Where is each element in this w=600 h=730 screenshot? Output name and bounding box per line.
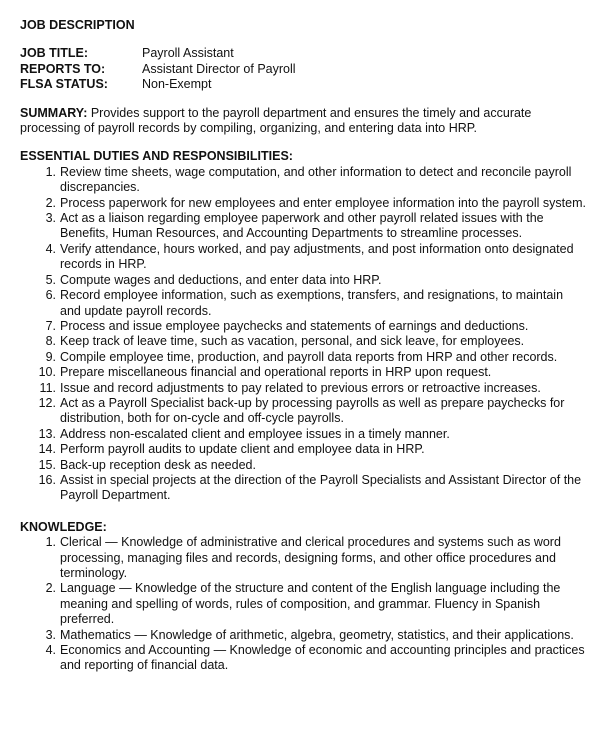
item-number: 7. <box>45 318 56 333</box>
item-text: Process paperwork for new employees and enter employee information into the payroll system. <box>60 195 586 210</box>
item-text: Address non-escalated client and employee issues in a timely manner. <box>60 426 450 441</box>
list-item <box>20 165 586 196</box>
list-item <box>20 242 586 273</box>
item-text: Language — Knowledge of the structure and content of the English language including the meaning and spelling of words, rules of composition, and grammar. Fluency in Spanish preferred. <box>60 581 561 627</box>
item-number: 14. <box>38 442 56 457</box>
item-number: 11. <box>39 380 56 395</box>
item-text: Issue and record adjustments to pay related to previous errors or retroactive increases. <box>60 380 541 395</box>
item-text: Process and issue employee paychecks and statements of earnings and deductions. <box>60 318 529 333</box>
item-number: 16. <box>38 472 56 487</box>
list-item <box>20 381 586 396</box>
duties-title: ESSENTIAL DUTIES AND RESPONSIBILITIES: <box>20 149 293 164</box>
item-number: 5. <box>45 272 56 287</box>
meta-row-reports-to <box>20 62 586 77</box>
item-text: Assist in special projects at the direction of the Payroll Specialists and Assistant Director of the Payroll Department. <box>60 472 582 503</box>
list-item <box>20 473 586 504</box>
list-item <box>20 427 586 442</box>
item-number: 9. <box>45 349 56 364</box>
item-text: Compute wages and deductions, and enter data into HRP. <box>60 272 382 287</box>
item-text: Record employee information, such as exemptions, transfers, and resignations, to maintain and update payroll records. <box>60 288 564 318</box>
list-item <box>20 288 586 319</box>
item-number: 2. <box>45 195 56 210</box>
meta-row-job-title <box>20 46 586 61</box>
meta-label: FLSA STATUS: <box>20 77 108 92</box>
item-number: 2. <box>45 581 56 596</box>
document-heading: JOB DESCRIPTION <box>20 18 135 32</box>
list-item <box>20 442 586 457</box>
item-number: 4. <box>45 241 56 256</box>
item-text: Act as a Payroll Specialist back-up by processing payrolls as well as prepare paychecks for distribution, both for on-cycle and off-cycle payrolls. <box>60 395 565 426</box>
knowledge-title: KNOWLEDGE: <box>20 519 107 534</box>
list-item <box>20 365 586 380</box>
list-item <box>20 535 586 581</box>
item-number: 15. <box>38 457 56 472</box>
list-item <box>20 350 586 365</box>
item-number: 4. <box>45 643 56 658</box>
list-item <box>20 319 586 334</box>
item-number: 10. <box>38 365 56 380</box>
summary-paragraph <box>20 106 586 137</box>
list-item <box>20 458 586 473</box>
item-text: Back-up reception desk as needed. <box>60 457 256 472</box>
item-text: Economics and Accounting — Knowledge of economic and accounting principles and practices and reporting of financial data. <box>60 643 585 673</box>
list-item <box>20 211 586 242</box>
meta-row-flsa-status <box>20 77 586 92</box>
item-number: 13. <box>38 426 56 441</box>
summary-text: Provides support to the payroll department and ensures the timely and accurate processing of payroll records by compiling, organizing, and entering data into HRP. <box>20 105 532 136</box>
meta-value: Payroll Assistant <box>142 46 234 61</box>
list-item <box>20 643 586 674</box>
list-item <box>20 196 586 211</box>
meta-label: REPORTS TO: <box>20 61 106 76</box>
item-text: Verify attendance, hours worked, and pay adjustments, and post information onto designated records in HRP. <box>60 241 574 272</box>
item-number: 8. <box>45 334 56 349</box>
meta-label: JOB TITLE: <box>20 46 89 61</box>
job-meta <box>20 46 586 92</box>
item-text: Clerical — Knowledge of administrative and clerical procedures and systems such as word processing, managing files and records, designing forms, and other office procedures and terminology. <box>60 535 561 580</box>
item-text: Keep track of leave time, such as vacation, personal, and sick leave, for employees. <box>60 334 525 349</box>
list-item <box>20 273 586 288</box>
item-number: 3. <box>45 627 56 642</box>
item-number: 6. <box>45 288 56 303</box>
list-item <box>20 628 586 643</box>
duties-list <box>20 165 586 504</box>
item-text: Act as a liaison regarding employee paperwork and other payroll related issues with the Benefits, Human Resources, and Accounting Departments to streamline processes. <box>60 211 544 241</box>
item-text: Review time sheets, wage computation, and other information to detect and reconcile payroll discrepancies. <box>60 164 572 195</box>
item-number: 1. <box>45 535 56 550</box>
list-item <box>20 581 586 627</box>
item-number: 1. <box>45 164 56 179</box>
item-text: Compile employee time, production, and payroll data reports from HRP and other records. <box>60 349 558 364</box>
item-text: Mathematics — Knowledge of arithmetic, algebra, geometry, statistics, and their applications. <box>60 627 574 642</box>
item-text: Prepare miscellaneous financial and operational reports in HRP upon request. <box>60 365 492 380</box>
meta-value: Assistant Director of Payroll <box>142 61 296 76</box>
list-item <box>20 396 586 427</box>
item-number: 3. <box>45 211 56 226</box>
item-text: Perform payroll audits to update client and employee data in HRP. <box>60 442 425 457</box>
item-number: 12. <box>38 395 56 410</box>
summary-label: SUMMARY: <box>20 105 88 120</box>
knowledge-list <box>20 535 586 674</box>
meta-value: Non-Exempt <box>142 77 212 92</box>
list-item <box>20 334 586 349</box>
